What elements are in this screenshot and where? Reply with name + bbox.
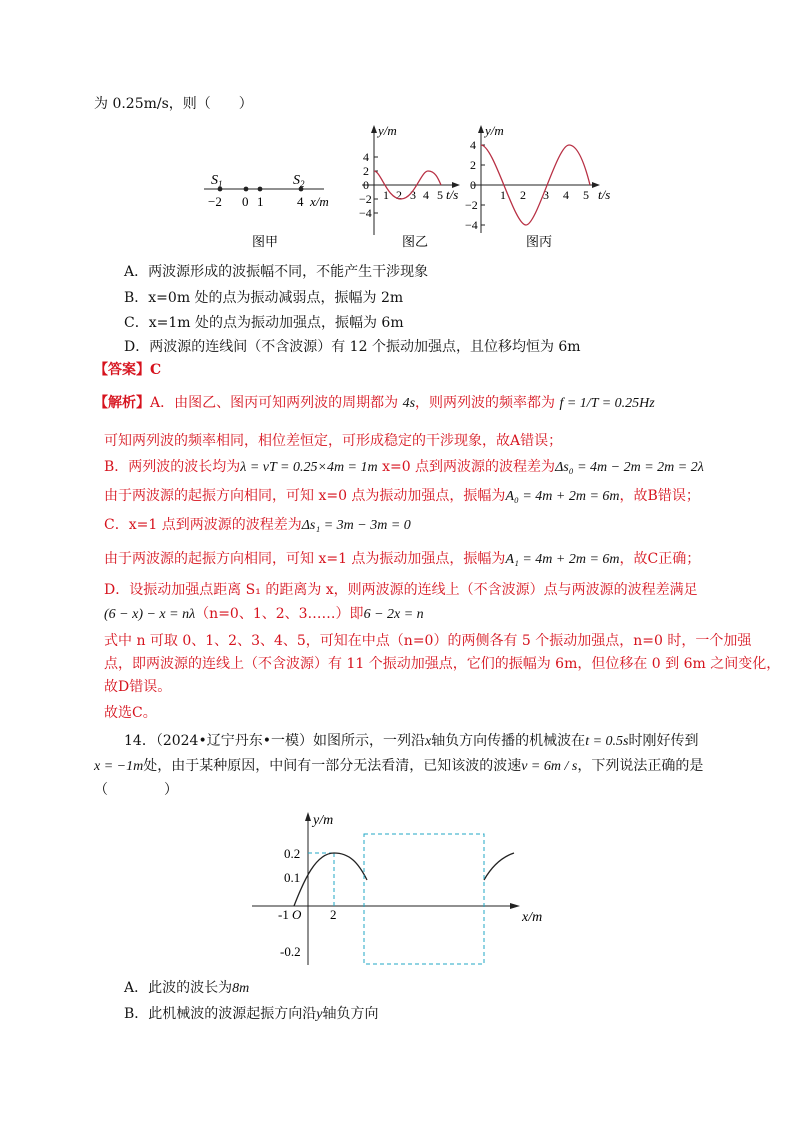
svg-text:1: 1 xyxy=(257,194,264,209)
svg-text:y/m: y/m xyxy=(378,123,397,138)
svg-text:2: 2 xyxy=(396,188,402,202)
svg-text:y/m: y/m xyxy=(485,123,504,138)
svg-text:4: 4 xyxy=(470,138,476,152)
figure-bing xyxy=(465,123,610,249)
q14-option-a: A．此波的波长为8m xyxy=(124,980,250,996)
svg-text:−2: −2 xyxy=(208,194,222,209)
svg-text:x/m: x/m xyxy=(522,910,543,925)
svg-text:5: 5 xyxy=(437,188,443,202)
figure-yi xyxy=(359,123,460,249)
q14-option-b: B．此机械波的波源起振方向沿y轴负方向 xyxy=(124,1006,379,1022)
figure-group-q13 xyxy=(0,115,800,375)
option-a: A．两波源形成的波振幅不同，不能产生干涉现象 xyxy=(124,264,429,280)
caption-jia: 图甲 xyxy=(252,234,279,249)
svg-text:x/m: x/m xyxy=(310,194,329,209)
svg-text:1: 1 xyxy=(500,188,506,202)
svg-text:2: 2 xyxy=(470,158,476,172)
svg-text:−2: −2 xyxy=(465,198,478,212)
analysis-line-5: C．x=1 点到两波源的波程差为Δs₁ = 3m − 3m = 0 xyxy=(104,517,411,533)
answer: 【答案】C xyxy=(94,362,162,378)
svg-text:S1: $S_1$ xyxy=(211,173,223,189)
analysis-line-6: 由于两波源的起振方向相同，可知 x=1 点为振动加强点，振幅为A₁ = 4m + 2m = 6m，故C正确； xyxy=(104,551,701,567)
caption-bing: 图丙 xyxy=(526,234,553,249)
option-d: D．两波源的连线间（不含波源）有 12 个振动加强点，且位移均恒为 6m xyxy=(124,339,581,355)
svg-text:t/s: t/s xyxy=(598,187,611,202)
q14-line-3: （ ） xyxy=(94,782,178,798)
svg-text:−4: −4 xyxy=(359,206,372,220)
wave-left xyxy=(294,853,367,906)
svg-text:4: 4 xyxy=(363,150,369,164)
svg-text:4: 4 xyxy=(423,188,429,202)
svg-text:−4: −4 xyxy=(465,218,478,232)
svg-text:4: 4 xyxy=(563,188,569,202)
final-answer: 故选C。 xyxy=(104,705,157,721)
svg-text:3: 3 xyxy=(543,188,549,202)
figure-q14 xyxy=(0,800,800,970)
q14-line-1: 14．（2024•辽宁丹东•一模）如图所示，一列沿x轴负方向传播的机械波在t = 0.5s时刚好传到 xyxy=(124,733,699,749)
question-stem-tail: 为 0.25m/s，则（ ） xyxy=(94,96,253,112)
svg-text:1: 1 xyxy=(383,188,389,202)
svg-text:y/m: y/m xyxy=(313,813,334,828)
svg-text:O: O xyxy=(292,907,302,922)
wave-right xyxy=(484,853,514,880)
svg-text:-0.2: -0.2 xyxy=(280,944,301,959)
option-c: C．x=1m 处的点为振动加强点，振幅为 6m xyxy=(124,315,404,331)
svg-text:3: 3 xyxy=(410,188,416,202)
svg-text:4: 4 xyxy=(297,194,304,209)
svg-text:t/s: t/s xyxy=(446,187,459,202)
svg-text:0: 0 xyxy=(242,194,249,209)
analysis-line-9: 式中 n 可取 0、1、2、3、4、5，可知在中点（n=0）的两侧各有 5 个振动加强点，n=0 时，一个加强 xyxy=(104,633,752,649)
q14-line-2: x = −1m处，由于某种原因，中间有一部分无法看清，已知该波的波速v = 6m / s，下列说法正确的是 xyxy=(94,758,704,774)
analysis-line-11: 故D错误。 xyxy=(104,679,172,695)
svg-text:0: 0 xyxy=(363,178,369,192)
svg-text:0.2: 0.2 xyxy=(284,846,301,861)
option-b: B．x=0m 处的点为振动减弱点，振幅为 2m xyxy=(124,290,404,306)
figure-jia xyxy=(204,173,329,249)
analysis-line-8: (6 − x) − x = nλ（n=0、1、2、3……）即6 − 2x = n xyxy=(104,606,424,622)
svg-text:S2: $S_2$ xyxy=(293,173,305,189)
svg-text:2: 2 xyxy=(363,164,369,178)
analysis-line-2: 可知两列波的频率相同，相位差恒定，可形成稳定的干涉现象，故A错误； xyxy=(104,433,563,449)
analysis-line-4: 由于两波源的起振方向相同，可知 x=0 点为振动加强点，振幅为A₀ = 4m + 2m = 6m，故B错误； xyxy=(104,488,700,504)
svg-text:−2: −2 xyxy=(359,192,372,206)
analysis-line-10: 点，即两波源的连线上（不含波源）有 11 个振动加强点，它们的振幅为 6m，但位移在 0 到 6m 之间变化， xyxy=(104,656,781,672)
caption-yi: 图乙 xyxy=(402,234,429,249)
svg-text:2: 2 xyxy=(520,188,526,202)
svg-text:0.1: 0.1 xyxy=(284,870,301,885)
svg-text:5: 5 xyxy=(583,188,589,202)
svg-text:2: 2 xyxy=(330,907,337,922)
obscured-region xyxy=(364,834,484,964)
svg-text:-1: -1 xyxy=(278,907,289,922)
analysis-line-1: 【解析】A．由图乙、图丙可知两列波的周期都为 4s，则两列波的频率都为 f = 1/T = 0.25Hz xyxy=(94,395,655,411)
analysis-line-7: D．设振动加强点距离 S₁ 的距离为 x，则两波源的连线上（不含波源）点与两波源的波程差满足 xyxy=(104,582,698,598)
analysis-line-3: B．两列波的波长均为λ = vT = 0.25×4m = 1m x=0 点到两波源的波程差为Δs₀ = 4m − 2m = 2m = 2λ xyxy=(104,459,704,475)
svg-text:0: 0 xyxy=(470,178,476,192)
